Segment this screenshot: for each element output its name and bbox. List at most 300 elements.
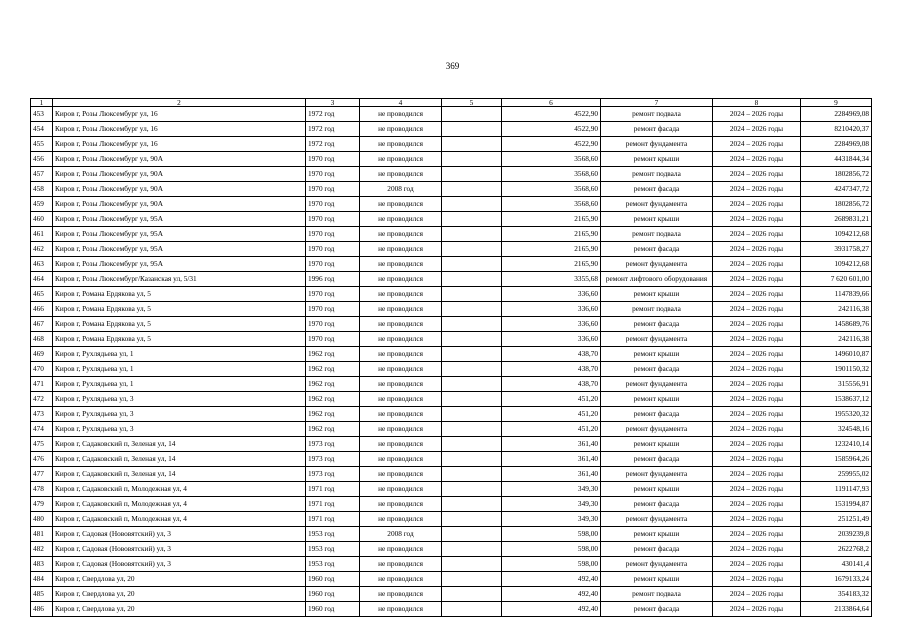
empty-cell [442, 107, 502, 122]
last-repair-cell: не проводился [360, 167, 442, 182]
address-cell: Киров г, Садаковский п, Молодежная ул, 4 [53, 497, 306, 512]
row-number: 482 [31, 542, 53, 557]
work-type-cell: ремонт крыши [601, 437, 713, 452]
area-cell: 2165,90 [502, 242, 601, 257]
work-type-cell: ремонт подвала [601, 107, 713, 122]
period-cell: 2024 – 2026 годы [713, 392, 801, 407]
cost-cell: 2689831,21 [801, 212, 872, 227]
work-type-cell: ремонт крыши [601, 287, 713, 302]
build-year-cell: 1970 год [306, 242, 360, 257]
empty-cell [442, 137, 502, 152]
work-type-cell: ремонт крыши [601, 482, 713, 497]
last-repair-cell: 2008 год [360, 527, 442, 542]
table-row [31, 137, 872, 152]
cost-cell: 1531994,87 [801, 497, 872, 512]
last-repair-cell: не проводился [360, 437, 442, 452]
last-repair-cell: не проводился [360, 332, 442, 347]
row-number: 458 [31, 182, 53, 197]
period-cell: 2024 – 2026 годы [713, 497, 801, 512]
address-cell: Киров г, Розы Люксембург ул, 95А [53, 257, 306, 272]
address-cell: Киров г, Розы Люксембург ул, 90А [53, 182, 306, 197]
table-row [31, 422, 872, 437]
work-type-cell: ремонт фундамента [601, 332, 713, 347]
work-type-cell: ремонт лифтового оборудования [601, 272, 713, 287]
table-row [31, 467, 872, 482]
area-cell: 336,60 [502, 317, 601, 332]
area-cell: 598,00 [502, 527, 601, 542]
last-repair-cell: не проводился [360, 422, 442, 437]
build-year-cell: 1970 год [306, 152, 360, 167]
period-cell: 2024 – 2026 годы [713, 482, 801, 497]
empty-cell [442, 452, 502, 467]
empty-cell [442, 302, 502, 317]
empty-cell [442, 422, 502, 437]
cost-cell: 1802856,72 [801, 167, 872, 182]
period-cell: 2024 – 2026 годы [713, 557, 801, 572]
build-year-cell: 1962 год [306, 422, 360, 437]
area-cell: 492,40 [502, 587, 601, 602]
empty-cell [442, 512, 502, 527]
build-year-cell: 1970 год [306, 302, 360, 317]
work-type-cell: ремонт крыши [601, 152, 713, 167]
build-year-cell: 1962 год [306, 347, 360, 362]
build-year-cell: 1962 год [306, 377, 360, 392]
address-cell: Киров г, Рухлядьева ул, 3 [53, 392, 306, 407]
column-header-2: 2 [53, 99, 306, 107]
column-header-8: 8 [713, 99, 801, 107]
work-type-cell: ремонт подвала [601, 167, 713, 182]
period-cell: 2024 – 2026 годы [713, 602, 801, 617]
row-number: 473 [31, 407, 53, 422]
row-number: 481 [31, 527, 53, 542]
cost-cell: 1955320,32 [801, 407, 872, 422]
empty-cell [442, 167, 502, 182]
build-year-cell: 1953 год [306, 527, 360, 542]
period-cell: 2024 – 2026 годы [713, 527, 801, 542]
empty-cell [442, 527, 502, 542]
table-row [31, 407, 872, 422]
table-row [31, 527, 872, 542]
address-cell: Киров г, Садаковский п, Зеленая ул, 14 [53, 437, 306, 452]
last-repair-cell: не проводился [360, 542, 442, 557]
work-type-cell: ремонт подвала [601, 227, 713, 242]
build-year-cell: 1970 год [306, 182, 360, 197]
table-row [31, 287, 872, 302]
period-cell: 2024 – 2026 годы [713, 377, 801, 392]
row-number: 472 [31, 392, 53, 407]
row-number: 485 [31, 587, 53, 602]
table-row [31, 602, 872, 617]
address-cell: Киров г, Свердлова ул, 20 [53, 587, 306, 602]
row-number: 464 [31, 272, 53, 287]
work-type-cell: ремонт фасада [601, 362, 713, 377]
period-cell: 2024 – 2026 годы [713, 287, 801, 302]
period-cell: 2024 – 2026 годы [713, 152, 801, 167]
table-row [31, 497, 872, 512]
row-number: 477 [31, 467, 53, 482]
work-type-cell: ремонт фундамента [601, 137, 713, 152]
row-number: 460 [31, 212, 53, 227]
table-row [31, 332, 872, 347]
table-row [31, 227, 872, 242]
table-row [31, 197, 872, 212]
table-row [31, 437, 872, 452]
period-cell: 2024 – 2026 годы [713, 347, 801, 362]
last-repair-cell: не проводился [360, 587, 442, 602]
cost-cell: 1191147,93 [801, 482, 872, 497]
period-cell: 2024 – 2026 годы [713, 257, 801, 272]
area-cell: 3568,60 [502, 197, 601, 212]
empty-cell [442, 497, 502, 512]
cost-cell: 3931758,27 [801, 242, 872, 257]
row-number: 474 [31, 422, 53, 437]
empty-cell [442, 557, 502, 572]
address-cell: Киров г, Романа Ердякова ул, 5 [53, 317, 306, 332]
last-repair-cell: не проводился [360, 317, 442, 332]
empty-cell [442, 392, 502, 407]
work-type-cell: ремонт фасада [601, 602, 713, 617]
address-cell: Киров г, Садаковский п, Зеленая ул, 14 [53, 467, 306, 482]
last-repair-cell: не проводился [360, 152, 442, 167]
period-cell: 2024 – 2026 годы [713, 422, 801, 437]
address-cell: Киров г, Романа Ердякова ул, 5 [53, 332, 306, 347]
area-cell: 4522,90 [502, 107, 601, 122]
last-repair-cell: не проводился [360, 257, 442, 272]
column-header-6: 6 [502, 99, 601, 107]
cost-cell: 324548,16 [801, 422, 872, 437]
work-type-cell: ремонт фасада [601, 452, 713, 467]
row-number: 480 [31, 512, 53, 527]
empty-cell [442, 437, 502, 452]
area-cell: 2165,90 [502, 227, 601, 242]
area-cell: 349,30 [502, 482, 601, 497]
row-number: 457 [31, 167, 53, 182]
build-year-cell: 1972 год [306, 137, 360, 152]
cost-cell: 1147839,66 [801, 287, 872, 302]
area-cell: 4522,90 [502, 122, 601, 137]
cost-cell: 1458689,76 [801, 317, 872, 332]
empty-cell [442, 482, 502, 497]
work-type-cell: ремонт крыши [601, 572, 713, 587]
last-repair-cell: не проводился [360, 227, 442, 242]
work-type-cell: ремонт фасада [601, 542, 713, 557]
period-cell: 2024 – 2026 годы [713, 332, 801, 347]
build-year-cell: 1962 год [306, 407, 360, 422]
capital-repair-table [30, 98, 872, 617]
table-row [31, 122, 872, 137]
work-type-cell: ремонт крыши [601, 392, 713, 407]
cost-cell: 1901150,32 [801, 362, 872, 377]
work-type-cell: ремонт фасада [601, 122, 713, 137]
address-cell: Киров г, Свердлова ул, 20 [53, 572, 306, 587]
row-number: 478 [31, 482, 53, 497]
work-type-cell: ремонт крыши [601, 347, 713, 362]
area-cell: 2165,90 [502, 212, 601, 227]
table-row [31, 107, 872, 122]
empty-cell [442, 332, 502, 347]
work-type-cell: ремонт фундамента [601, 377, 713, 392]
table-row [31, 362, 872, 377]
last-repair-cell: не проводился [360, 572, 442, 587]
work-type-cell: ремонт фасада [601, 497, 713, 512]
table-row [31, 512, 872, 527]
build-year-cell: 1960 год [306, 602, 360, 617]
last-repair-cell: не проводился [360, 287, 442, 302]
period-cell: 2024 – 2026 годы [713, 572, 801, 587]
row-number: 465 [31, 287, 53, 302]
work-type-cell: ремонт фундамента [601, 257, 713, 272]
address-cell: Киров г, Романа Ердякова ул, 5 [53, 302, 306, 317]
table-row [31, 572, 872, 587]
address-cell: Киров г, Розы Люксембург/Казанская ул, 5/31 [53, 272, 306, 287]
period-cell: 2024 – 2026 годы [713, 317, 801, 332]
period-cell: 2024 – 2026 годы [713, 587, 801, 602]
address-cell: Киров г, Розы Люксембург ул, 90А [53, 167, 306, 182]
area-cell: 336,60 [502, 332, 601, 347]
area-cell: 3568,60 [502, 167, 601, 182]
table-row [31, 272, 872, 287]
row-number: 469 [31, 347, 53, 362]
work-type-cell: ремонт крыши [601, 527, 713, 542]
row-number: 455 [31, 137, 53, 152]
column-header-7: 7 [601, 99, 713, 107]
work-type-cell: ремонт фундамента [601, 557, 713, 572]
row-number: 479 [31, 497, 53, 512]
area-cell: 3355,68 [502, 272, 601, 287]
empty-cell [442, 272, 502, 287]
area-cell: 451,20 [502, 392, 601, 407]
last-repair-cell: не проводился [360, 107, 442, 122]
row-number: 459 [31, 197, 53, 212]
work-type-cell: ремонт фундамента [601, 197, 713, 212]
period-cell: 2024 – 2026 годы [713, 107, 801, 122]
last-repair-cell: не проводился [360, 377, 442, 392]
empty-cell [442, 602, 502, 617]
row-number: 486 [31, 602, 53, 617]
build-year-cell: 1972 год [306, 122, 360, 137]
work-type-cell: ремонт фундамента [601, 467, 713, 482]
last-repair-cell: не проводился [360, 362, 442, 377]
last-repair-cell: не проводился [360, 557, 442, 572]
address-cell: Киров г, Садовая (Нововятский) ул, 3 [53, 557, 306, 572]
last-repair-cell: не проводился [360, 122, 442, 137]
column-header-3: 3 [306, 99, 360, 107]
last-repair-cell: не проводился [360, 512, 442, 527]
address-cell: Киров г, Романа Ердякова ул, 5 [53, 287, 306, 302]
cost-cell: 2284969,08 [801, 137, 872, 152]
address-cell: Киров г, Рухлядьева ул, 1 [53, 377, 306, 392]
table-row [31, 212, 872, 227]
empty-cell [442, 377, 502, 392]
empty-cell [442, 362, 502, 377]
area-cell: 349,30 [502, 497, 601, 512]
cost-cell: 2039239,8 [801, 527, 872, 542]
row-number: 484 [31, 572, 53, 587]
address-cell: Киров г, Рухлядьева ул, 1 [53, 347, 306, 362]
period-cell: 2024 – 2026 годы [713, 467, 801, 482]
table-row [31, 152, 872, 167]
table-row [31, 242, 872, 257]
cost-cell: 8210420,37 [801, 122, 872, 137]
build-year-cell: 1960 год [306, 572, 360, 587]
last-repair-cell: не проводился [360, 137, 442, 152]
empty-cell [442, 587, 502, 602]
cost-cell: 242116,38 [801, 332, 872, 347]
area-cell: 598,00 [502, 557, 601, 572]
period-cell: 2024 – 2026 годы [713, 407, 801, 422]
period-cell: 2024 – 2026 годы [713, 362, 801, 377]
empty-cell [442, 347, 502, 362]
table-row [31, 377, 872, 392]
table-row [31, 557, 872, 572]
build-year-cell: 1970 год [306, 287, 360, 302]
build-year-cell: 1973 год [306, 437, 360, 452]
build-year-cell: 1970 год [306, 332, 360, 347]
row-number: 453 [31, 107, 53, 122]
cost-cell: 251251,49 [801, 512, 872, 527]
column-header-9: 9 [801, 99, 872, 107]
cost-cell: 315556,91 [801, 377, 872, 392]
area-cell: 451,20 [502, 407, 601, 422]
last-repair-cell: не проводился [360, 197, 442, 212]
address-cell: Киров г, Садовая (Нововятский) ул, 3 [53, 527, 306, 542]
period-cell: 2024 – 2026 годы [713, 212, 801, 227]
row-number: 475 [31, 437, 53, 452]
address-cell: Киров г, Розы Люксембург ул, 95А [53, 227, 306, 242]
empty-cell [442, 317, 502, 332]
last-repair-cell: не проводился [360, 482, 442, 497]
build-year-cell: 1962 год [306, 392, 360, 407]
area-cell: 3568,60 [502, 152, 601, 167]
address-cell: Киров г, Розы Люксембург ул, 90А [53, 197, 306, 212]
empty-cell [442, 152, 502, 167]
period-cell: 2024 – 2026 годы [713, 167, 801, 182]
cost-cell: 4431844,34 [801, 152, 872, 167]
build-year-cell: 1960 год [306, 587, 360, 602]
cost-cell: 354183,32 [801, 587, 872, 602]
empty-cell [442, 122, 502, 137]
cost-cell: 1094212,68 [801, 227, 872, 242]
address-cell: Киров г, Розы Люксембург ул, 16 [53, 137, 306, 152]
area-cell: 361,40 [502, 467, 601, 482]
empty-cell [442, 407, 502, 422]
build-year-cell: 1996 год [306, 272, 360, 287]
table-row [31, 317, 872, 332]
period-cell: 2024 – 2026 годы [713, 197, 801, 212]
table-row [31, 257, 872, 272]
build-year-cell: 1970 год [306, 257, 360, 272]
row-number: 463 [31, 257, 53, 272]
area-cell: 4522,90 [502, 137, 601, 152]
build-year-cell: 1972 год [306, 107, 360, 122]
cost-cell: 430141,4 [801, 557, 872, 572]
empty-cell [442, 257, 502, 272]
period-cell: 2024 – 2026 годы [713, 137, 801, 152]
address-cell: Киров г, Розы Люксембург ул, 95А [53, 212, 306, 227]
cost-cell: 2622768,2 [801, 542, 872, 557]
area-cell: 451,20 [502, 422, 601, 437]
last-repair-cell: не проводился [360, 602, 442, 617]
row-number: 454 [31, 122, 53, 137]
empty-cell [442, 542, 502, 557]
build-year-cell: 1973 год [306, 467, 360, 482]
area-cell: 2165,90 [502, 257, 601, 272]
build-year-cell: 1953 год [306, 557, 360, 572]
area-cell: 361,40 [502, 452, 601, 467]
cost-cell: 1496010,87 [801, 347, 872, 362]
empty-cell [442, 287, 502, 302]
address-cell: Киров г, Розы Люксембург ул, 95А [53, 242, 306, 257]
area-cell: 349,30 [502, 512, 601, 527]
area-cell: 438,70 [502, 377, 601, 392]
period-cell: 2024 – 2026 годы [713, 512, 801, 527]
area-cell: 336,60 [502, 302, 601, 317]
row-number: 462 [31, 242, 53, 257]
area-cell: 361,40 [502, 437, 601, 452]
page-number: 369 [445, 61, 460, 71]
empty-cell [442, 197, 502, 212]
empty-cell [442, 227, 502, 242]
table-row [31, 587, 872, 602]
build-year-cell: 1973 год [306, 452, 360, 467]
table-row [31, 482, 872, 497]
address-cell: Киров г, Розы Люксембург ул, 16 [53, 107, 306, 122]
last-repair-cell: не проводился [360, 347, 442, 362]
period-cell: 2024 – 2026 годы [713, 227, 801, 242]
empty-cell [442, 182, 502, 197]
row-number: 476 [31, 452, 53, 467]
table-row [31, 542, 872, 557]
work-type-cell: ремонт фасада [601, 317, 713, 332]
cost-cell: 1232410,14 [801, 437, 872, 452]
address-cell: Киров г, Садаковский п, Молодежная ул, 4 [53, 482, 306, 497]
period-cell: 2024 – 2026 годы [713, 452, 801, 467]
header-row [31, 99, 872, 107]
table-row [31, 347, 872, 362]
work-type-cell: ремонт фундамента [601, 422, 713, 437]
period-cell: 2024 – 2026 годы [713, 182, 801, 197]
table-row [31, 452, 872, 467]
row-number: 468 [31, 332, 53, 347]
cost-cell: 1538637,12 [801, 392, 872, 407]
address-cell: Киров г, Розы Люксембург ул, 90А [53, 152, 306, 167]
cost-cell: 1802856,72 [801, 197, 872, 212]
table-body [31, 107, 872, 617]
address-cell: Киров г, Рухлядьева ул, 1 [53, 362, 306, 377]
column-header-4: 4 [360, 99, 442, 107]
cost-cell: 4247347,72 [801, 182, 872, 197]
build-year-cell: 1971 год [306, 497, 360, 512]
area-cell: 438,70 [502, 362, 601, 377]
row-number: 471 [31, 377, 53, 392]
period-cell: 2024 – 2026 годы [713, 272, 801, 287]
empty-cell [442, 467, 502, 482]
build-year-cell: 1971 год [306, 512, 360, 527]
column-header-1: 1 [31, 99, 53, 107]
period-cell: 2024 – 2026 годы [713, 542, 801, 557]
last-repair-cell: не проводился [360, 242, 442, 257]
cost-cell: 2284969,08 [801, 107, 872, 122]
address-cell: Киров г, Розы Люксембург ул, 16 [53, 122, 306, 137]
last-repair-cell: не проводился [360, 392, 442, 407]
work-type-cell: ремонт фасада [601, 182, 713, 197]
empty-cell [442, 242, 502, 257]
address-cell: Киров г, Садаковский п, Молодежная ул, 4 [53, 512, 306, 527]
build-year-cell: 1962 год [306, 362, 360, 377]
work-type-cell: ремонт подвала [601, 587, 713, 602]
cost-cell: 1585964,26 [801, 452, 872, 467]
last-repair-cell: не проводился [360, 497, 442, 512]
